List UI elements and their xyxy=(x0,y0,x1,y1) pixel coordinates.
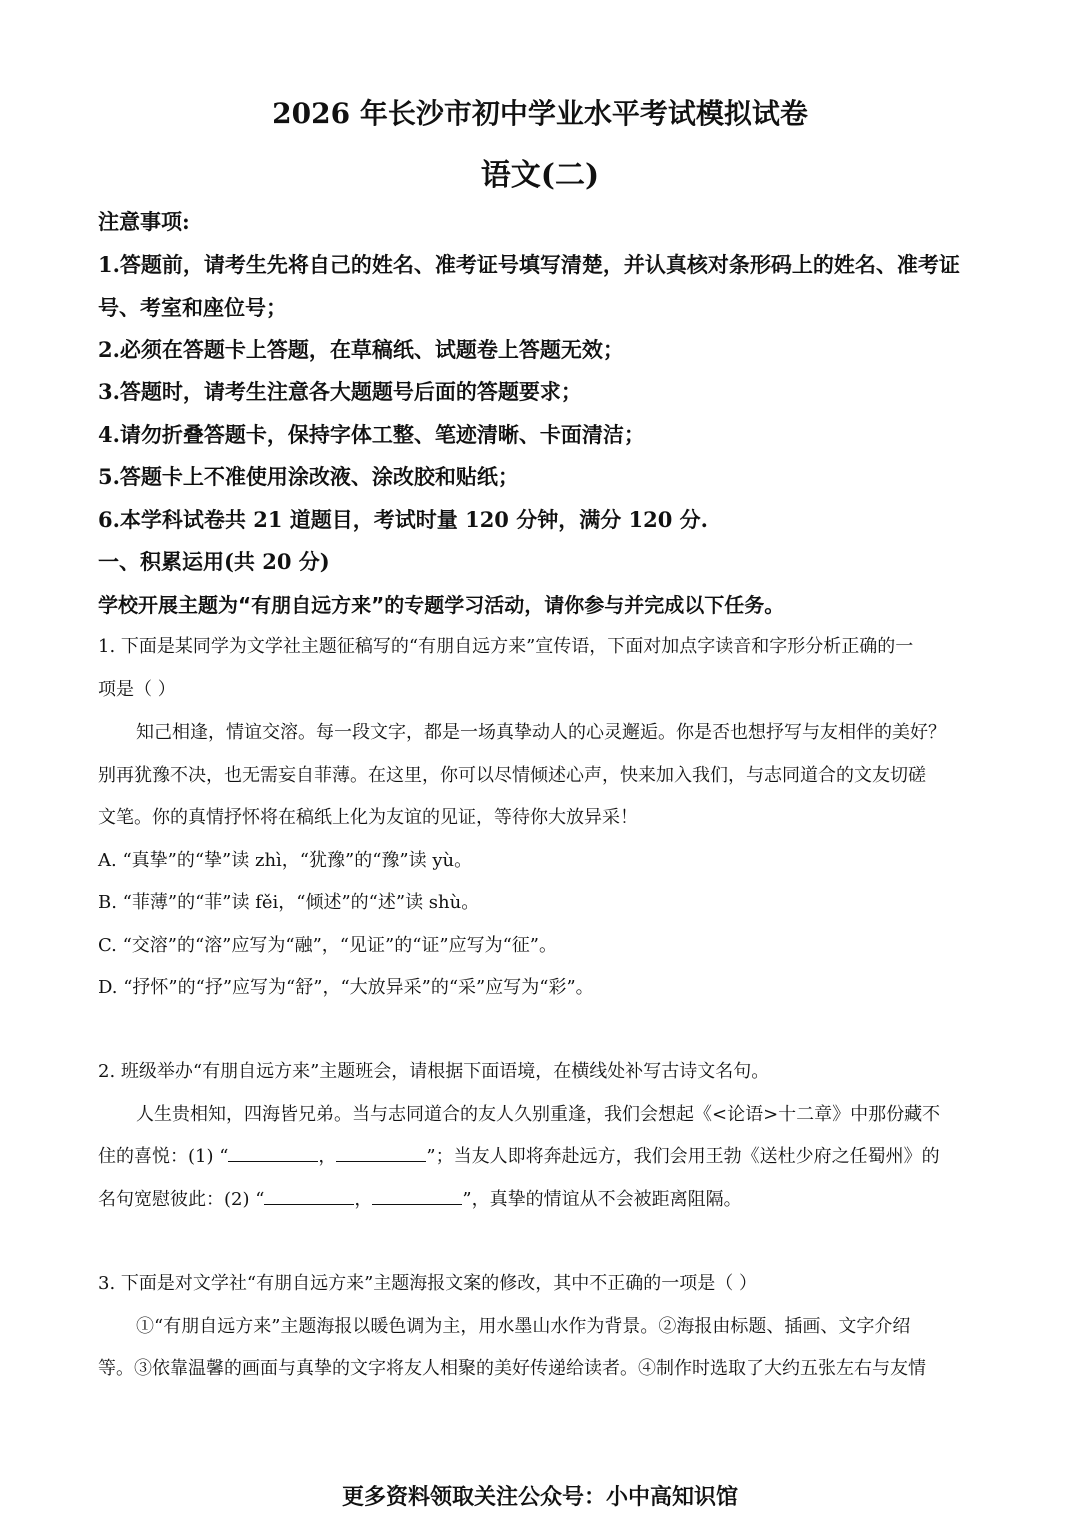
notice-item: 5.答题卡上不准使用涂改液、涂改胶和贴纸； xyxy=(98,464,519,489)
question-3-passage: 等。③依靠温馨的画面与真挚的文字将友人相聚的美好传递给读者。④制作时选取了大约五张左右与友情 xyxy=(98,1358,926,1379)
notice-item: 4.请勿折叠答题卡，保持字体工整、笔迹清晰、卡面清洁； xyxy=(98,422,645,447)
question-2-text: 住的喜悦：(1) “ xyxy=(98,1146,229,1167)
question-1-stem: 1. 下面是某同学为文学社主题征稿写的“有朋自远方来”宣传语，下面对加点字读音和字形分析正确的一 xyxy=(98,636,914,657)
question-1-passage: 文笔。你的真情抒怀将在稿纸上化为友谊的见证，等待你大放异采！ xyxy=(98,807,638,828)
answer-blank[interactable] xyxy=(264,1186,354,1205)
question-2-line xyxy=(98,1142,940,1168)
question-1-passage: 知己相逢，情谊交溶。每一段文字，都是一场真挚动人的心灵邂逅。你是否也想抒写与友相伴的美好？ xyxy=(136,722,946,743)
notice-item: 号、考室和座位号； xyxy=(98,295,287,320)
question-1-option: A. “真挚”的“挚”读 zhì，“犹豫”的“豫”读 yù。 xyxy=(98,850,473,871)
answer-blank[interactable] xyxy=(372,1186,462,1205)
section-intro: 学校开展主题为“有朋自远方来”的专题学习活动，请你参与并完成以下任务。 xyxy=(98,593,785,617)
notice-item: 3.答题时，请考生注意各大题题号后面的答题要求； xyxy=(98,379,582,404)
question-1-stem: 项是（ ） xyxy=(98,679,176,700)
question-1-option: B. “菲薄”的“菲”读 fěi，“倾述”的“述”读 shù。 xyxy=(98,892,480,913)
question-2-stem: 2. 班级举办“有朋自远方来”主题班会，请根据下面语境，在横线处补写古诗文名句。 xyxy=(98,1061,770,1082)
question-1-passage: 别再犹豫不决，也无需妄自菲薄。在这里，你可以尽情倾述心声，快来加入我们，与志同道合的文友切磋 xyxy=(98,765,926,786)
question-2-line xyxy=(98,1185,742,1211)
question-3-passage: ①“有朋自远方来”主题海报以暖色调为主，用水墨山水作为背景。②海报由标题、插画、文字介绍 xyxy=(136,1316,911,1337)
footer-note: 更多资料领取关注公众号：小中高知识馆 xyxy=(341,1485,738,1510)
answer-blank[interactable] xyxy=(336,1143,426,1162)
question-3-stem: 3. 下面是对文学社“有朋自远方来”主题海报文案的修改，其中不正确的一项是（ ） xyxy=(98,1273,758,1294)
question-1-option: C. “交溶”的“溶”应写为“融”，“见证”的“证”应写为“征”。 xyxy=(98,935,557,956)
question-1-option: D. “抒怀”的“抒”应写为“舒”，“大放异采”的“采”应写为“彩”。 xyxy=(98,977,594,998)
question-2-text: ”，真挚的情谊从不会被距离阻隔。 xyxy=(462,1189,742,1210)
notice-heading: 注意事项: xyxy=(98,209,190,234)
question-2-text: ”；当友人即将奔赴远方，我们会用王勃《送杜少府之任蜀州》的 xyxy=(426,1146,940,1167)
notice-item: 1.答题前，请考生先将自己的姓名、准考证号填写清楚，并认真核对条形码上的姓名、准考证 xyxy=(98,252,960,277)
question-2-passage: 人生贵相知，四海皆兄弟。当与志同道合的友人久别重逢，我们会想起《<论语>十二章》中那份藏不 xyxy=(136,1104,941,1125)
question-2-text: ， xyxy=(318,1146,337,1167)
section-heading: 一、积累运用(共 20 分) xyxy=(98,549,330,574)
question-2-text: ， xyxy=(354,1189,373,1210)
page-title: 2026 年长沙市初中学业水平考试模拟试卷 xyxy=(272,97,808,130)
page-subtitle: 语文(二) xyxy=(480,158,600,193)
notice-item: 2.必须在答题卡上答题，在草稿纸、试题卷上答题无效； xyxy=(98,337,624,362)
question-2-text: 名句宽慰彼此：(2) “ xyxy=(98,1189,265,1210)
answer-blank[interactable] xyxy=(228,1143,318,1162)
notice-item: 6.本学科试卷共 21 道题目，考试时量 120 分钟，满分 120 分. xyxy=(98,507,708,532)
